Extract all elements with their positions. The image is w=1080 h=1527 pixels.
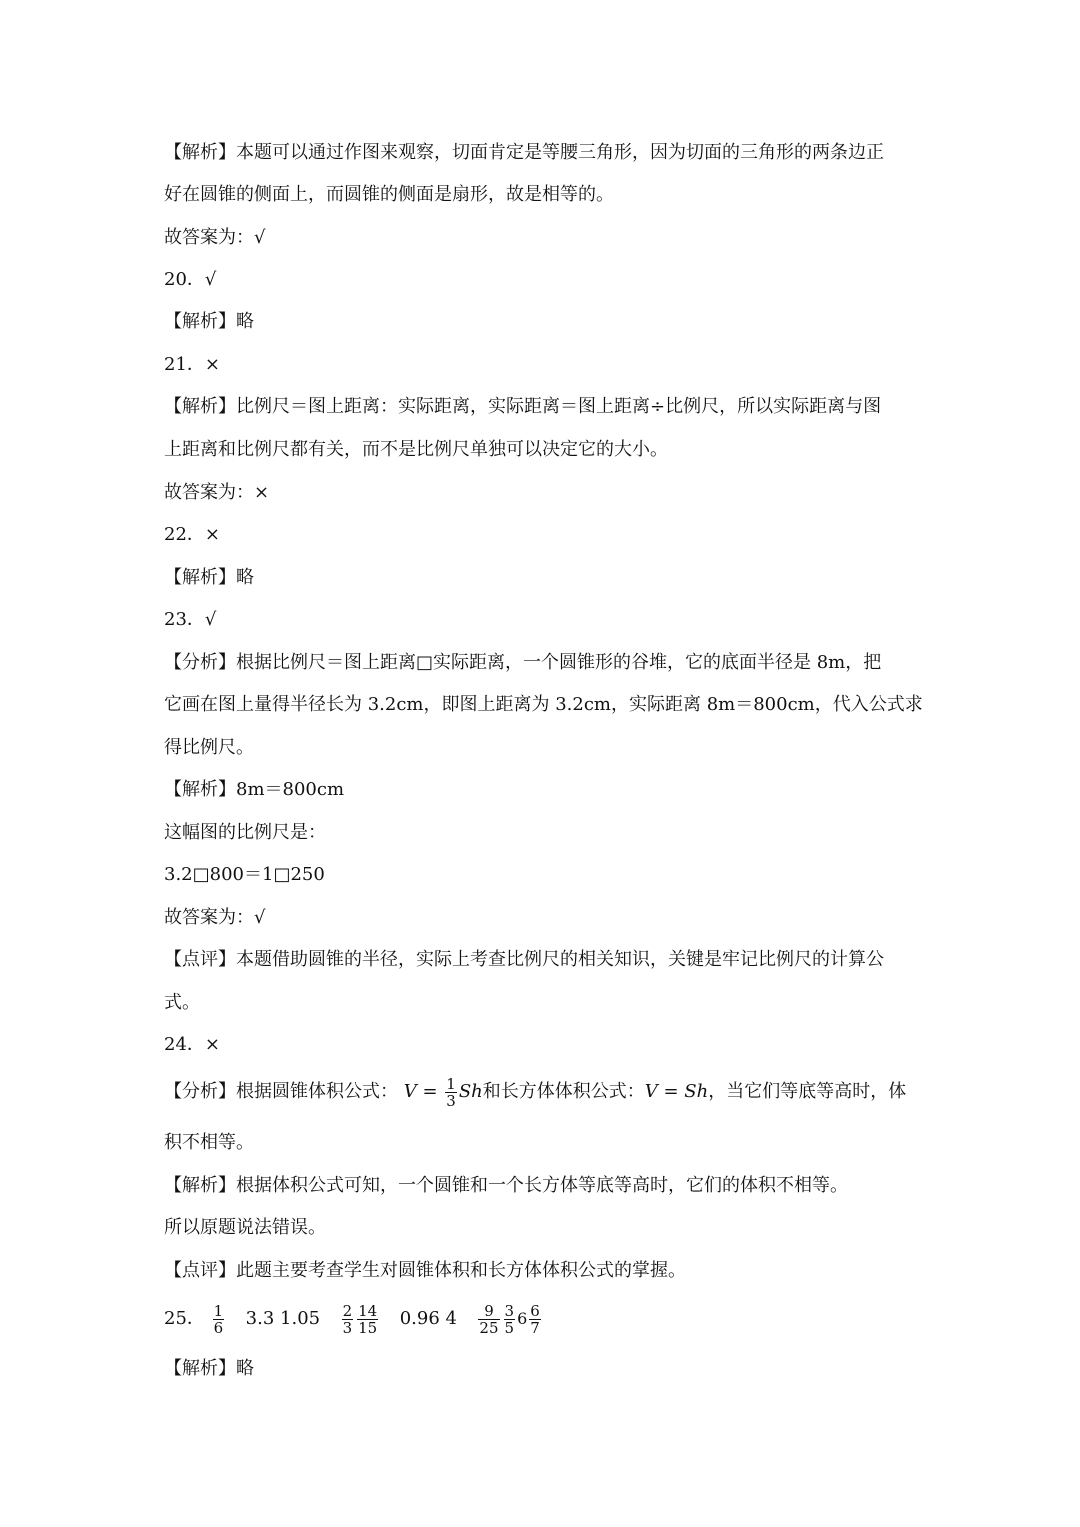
fraction-numerator: 6 bbox=[530, 1301, 540, 1320]
q23-fenxi-1: 【分析】根据比例尺＝图上距离□实际距离，一个圆锥形的谷堆，它的底面半径是 8m，把 bbox=[164, 652, 882, 673]
q23-analysis-3: 3.2□800＝1□250 bbox=[164, 864, 325, 885]
q21-answer: 21．× bbox=[164, 354, 220, 375]
fraction-denominator: 5 bbox=[504, 1318, 515, 1337]
q23-analysis-2: 这幅图的比例尺是： bbox=[164, 822, 326, 843]
fraction-numerator: 1 bbox=[213, 1301, 224, 1320]
fraction-denominator: 25 bbox=[479, 1318, 499, 1337]
fraction-one-third bbox=[445, 1076, 457, 1109]
q25-analysis: 【解析】略 bbox=[164, 1358, 254, 1379]
q23-analysis-1: 【解析】8m＝800cm bbox=[164, 779, 345, 800]
q23-fenxi-3: 得比例尺。 bbox=[164, 737, 254, 758]
text-line-3: 故答案为：√ bbox=[164, 227, 266, 248]
text-line-2: 好在圆锥的侧面上，而圆锥的侧面是扇形，故是相等的。 bbox=[164, 184, 614, 205]
cone-volume-lhs: V = bbox=[403, 1081, 438, 1102]
q21-analysis-1: 【解析】比例尺＝图上距离：实际距离，实际距离＝图上距离÷比例尺，所以实际距离与图 bbox=[164, 396, 882, 417]
fraction-numerator: 1 bbox=[446, 1074, 456, 1093]
q24-analysis-2: 所以原题说法错误。 bbox=[164, 1217, 326, 1238]
cuboid-volume-formula: V = Sh bbox=[644, 1081, 709, 1102]
fraction-denominator: 15 bbox=[358, 1318, 378, 1337]
q23-answer: 23．√ bbox=[164, 609, 217, 630]
q22-answer: 22．× bbox=[164, 524, 220, 545]
q25-mixed-whole: 6 bbox=[517, 1309, 528, 1328]
q24-fenxi-prefix: 【分析】根据圆锥体积公式： bbox=[164, 1081, 398, 1102]
q23-fenxi-2: 它画在图上量得半径长为 3.2cm，即图上距离为 3.2cm，实际距离 8m＝800cm，代入公式求 bbox=[164, 694, 923, 715]
q25-fraction-1 bbox=[213, 1303, 225, 1336]
fraction-numerator: 2 bbox=[342, 1301, 353, 1320]
q20-analysis: 【解析】略 bbox=[164, 311, 254, 332]
q21-conclusion: 故答案为：× bbox=[164, 482, 270, 503]
fraction-denominator: 6 bbox=[213, 1318, 224, 1337]
q23-conclusion: 故答案为：√ bbox=[164, 907, 266, 928]
q25-value-4: 4 bbox=[445, 1308, 457, 1329]
q20-answer: 20．√ bbox=[164, 269, 217, 290]
fraction-numerator: 9 bbox=[478, 1303, 499, 1320]
q24-fenxi-2: 积不相等。 bbox=[164, 1132, 254, 1153]
q25-fraction-6 bbox=[529, 1303, 541, 1336]
q25-value-2: 1.05 bbox=[280, 1308, 321, 1329]
q23-comment-2: 式。 bbox=[164, 992, 200, 1013]
q22-analysis: 【解析】略 bbox=[164, 567, 254, 588]
q25-value-1: 3.3 bbox=[245, 1308, 275, 1329]
q25-fraction-2 bbox=[342, 1303, 354, 1336]
text-line-1: 【解析】本题可以通过作图来观察，切面肯定是等腰三角形，因为切面的三角形的两条边正 bbox=[164, 142, 884, 163]
q24-fenxi-middle: 和长方体体积公式： bbox=[482, 1081, 645, 1102]
q24-fenxi-1 bbox=[164, 1072, 924, 1112]
q25-answers bbox=[164, 1298, 924, 1340]
q23-comment-1: 【点评】本题借助圆锥的半径，实际上考查比例尺的相关知识，关键是牢记比例尺的计算公 bbox=[164, 949, 884, 970]
fraction-numerator: 3 bbox=[504, 1301, 515, 1320]
fraction-denominator: 7 bbox=[530, 1318, 540, 1337]
fraction-denominator: 3 bbox=[342, 1318, 353, 1337]
q25-label: 25． bbox=[164, 1308, 205, 1329]
q24-fenxi-suffix: ，当它们等底等高时，体 bbox=[708, 1081, 907, 1102]
fraction-denominator: 3 bbox=[446, 1091, 456, 1110]
q25-fraction-4 bbox=[478, 1303, 499, 1336]
q25-value-3: 0.96 bbox=[399, 1308, 440, 1329]
q24-analysis-1: 【解析】根据体积公式可知，一个圆锥和一个长方体等底等高时，它们的体积不相等。 bbox=[164, 1175, 848, 1196]
q24-comment: 【点评】此题主要考查学生对圆锥体积和长方体体积公式的掌握。 bbox=[164, 1260, 686, 1281]
q25-fraction-3 bbox=[357, 1303, 378, 1336]
q25-fraction-5 bbox=[504, 1303, 516, 1336]
q24-answer: 24．× bbox=[164, 1034, 220, 1055]
q21-analysis-2: 上距离和比例尺都有关，而不是比例尺单独可以决定它的大小。 bbox=[164, 439, 668, 460]
fraction-numerator: 14 bbox=[358, 1301, 378, 1320]
cone-volume-sh: Sh bbox=[458, 1081, 483, 1102]
